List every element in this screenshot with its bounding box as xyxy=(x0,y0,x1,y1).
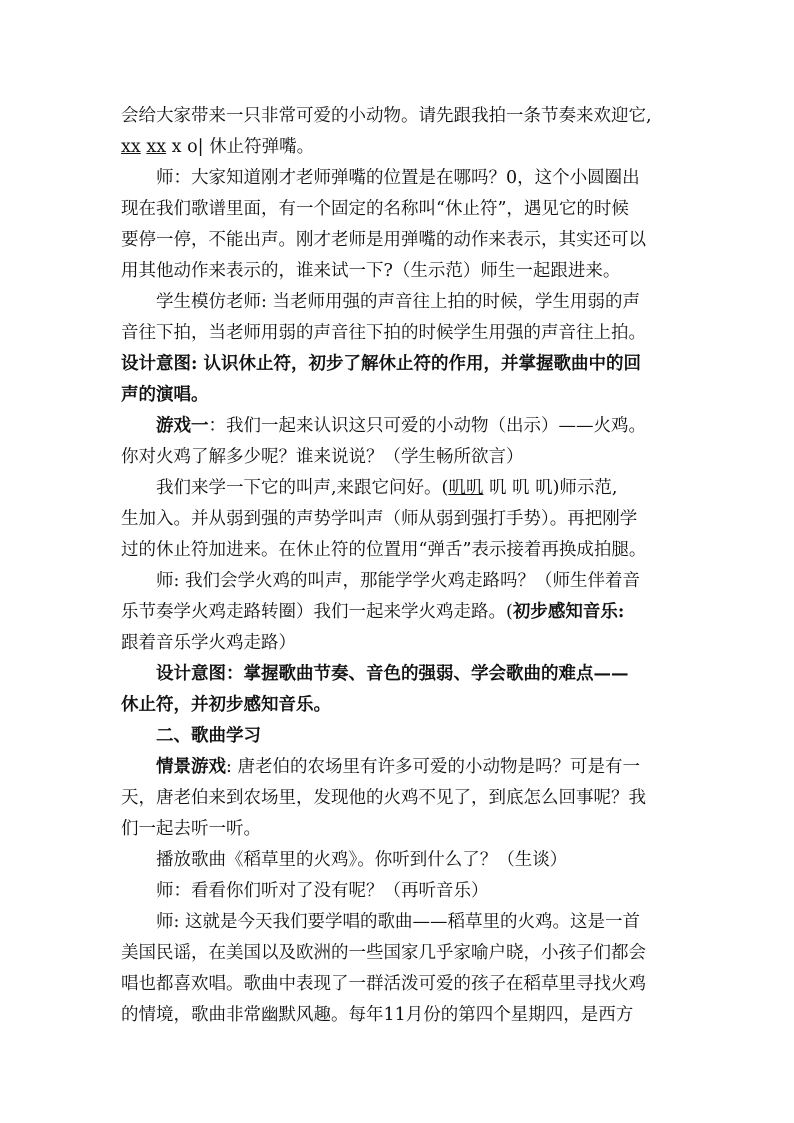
paragraph-line: 唱也都喜欢唱。歌曲中表现了一群活泼可爱的孩子在稻草里寻找火鸡 xyxy=(121,974,646,994)
rhythm-xx: xx xyxy=(121,137,141,157)
text-segment: 我们来学一下它的叫声,来跟它问好。( xyxy=(156,478,449,498)
design-intent-heading: 休止符，并初步感知音乐。 xyxy=(121,695,331,715)
paragraph-line: 跟着音乐学火鸡走路） xyxy=(121,633,296,653)
paragraph-line: 学生模仿老师: 当老师用强的声音往上拍的时候，学生用弱的声 xyxy=(156,292,640,312)
paragraph-line: 现在我们歌谱里面，有一个固定的名称叫“休止符”，遇见它的时候 xyxy=(121,199,629,219)
section-heading: 二、歌曲学习 xyxy=(156,726,261,746)
paragraph-line: 师: 这就是今天我们要学唱的歌曲——稻草里的火鸡。这是一首 xyxy=(156,912,640,932)
game-one-text: ：我们一起来认识这只可爱的小动物（出示）——火鸡。 xyxy=(208,416,646,436)
scenario-game-label: 情景游戏 xyxy=(156,757,226,777)
paragraph-line: 要停一停，不能出声。刚才老师是用弹嘴的动作来表示，其实还可以 xyxy=(121,230,646,250)
rhythm-xx: xx xyxy=(146,137,167,157)
paragraph-line: 师：大家知道刚才老师弹嘴的位置是在哪吗？0，这个小圆圈出 xyxy=(156,168,640,188)
design-intent-heading: 设计意图：掌握歌曲节奏、音色的强弱、学会歌曲的难点—— xyxy=(156,664,629,684)
rhythm-notation-line xyxy=(121,134,681,160)
game-one-label: 游戏一 xyxy=(156,416,209,436)
paragraph-line: 生加入。并从弱到强的声势学叫声（师从弱到强打手势）。再把刚学 xyxy=(121,509,638,529)
design-intent-heading: 声的演唱。 xyxy=(121,385,209,405)
paragraph-line: 你对火鸡了解多少呢？谁来说说？（学生畅所欲言） xyxy=(121,447,524,467)
paragraph-line: 的情境，歌曲非常幽默风趣。每年11月份的第四个星期四，是西方 xyxy=(121,1005,634,1025)
scenario-game-line xyxy=(156,754,716,780)
rhythm-rest: x o| 休止符弹嘴。 xyxy=(166,137,315,157)
paragraph-line: 们一起去听一听。 xyxy=(121,819,261,839)
paragraph-line xyxy=(121,599,681,625)
paragraph-line: 播放歌曲《稻草里的火鸡》。你听到什么了？（生谈） xyxy=(156,850,568,870)
paragraph-line: 用其他动作来表示的，谁来试一下?（生示范）师生一起跟进来。 xyxy=(121,261,621,281)
paragraph-line: 师: 我们会学火鸡的叫声，那能学学火鸡走路吗？（师生伴着音 xyxy=(156,571,640,591)
text-segment: 叽 叽 叽)师示范, xyxy=(483,478,618,498)
paragraph-line: 会给大家带来一只非常可爱的小动物。请先跟我拍一条节奏来欢迎它, xyxy=(121,106,652,126)
paragraph-line: 天，唐老伯来到农场里，发现他的火鸡不见了，到底怎么回事呢？我 xyxy=(121,788,646,808)
game-one-line xyxy=(156,413,716,439)
scenario-game-text: : 唐老伯的农场里有许多可爱的小动物是吗？可是有一 xyxy=(226,757,640,777)
bold-segment: 初步感知音乐: xyxy=(512,602,625,622)
paragraph-line: 师：看看你们听对了没有呢？（再听音乐） xyxy=(156,881,489,901)
paragraph-line: 美国民谣，在美国以及欧洲的一些国家几乎家喻户晓，小孩子们都会 xyxy=(121,943,646,963)
underlined-sound: 叽叽 xyxy=(448,478,484,498)
design-intent-heading: 设计意图: 认识休止符，初步了解休止符的作用，并掌握歌曲中的回 xyxy=(121,354,642,374)
paragraph-line: 音往下拍，当老师用弱的声音往下拍的时候学生用强的声音往上拍。 xyxy=(121,323,646,343)
paragraph-line xyxy=(156,475,716,501)
paragraph-line: 过的休止符加进来。在休止符的位置用“弹舌”表示接着再换成拍腿。 xyxy=(121,540,647,560)
text-segment: 乐节奏学火鸡走路转圈）我们一起来学火鸡走路。( xyxy=(121,602,513,622)
